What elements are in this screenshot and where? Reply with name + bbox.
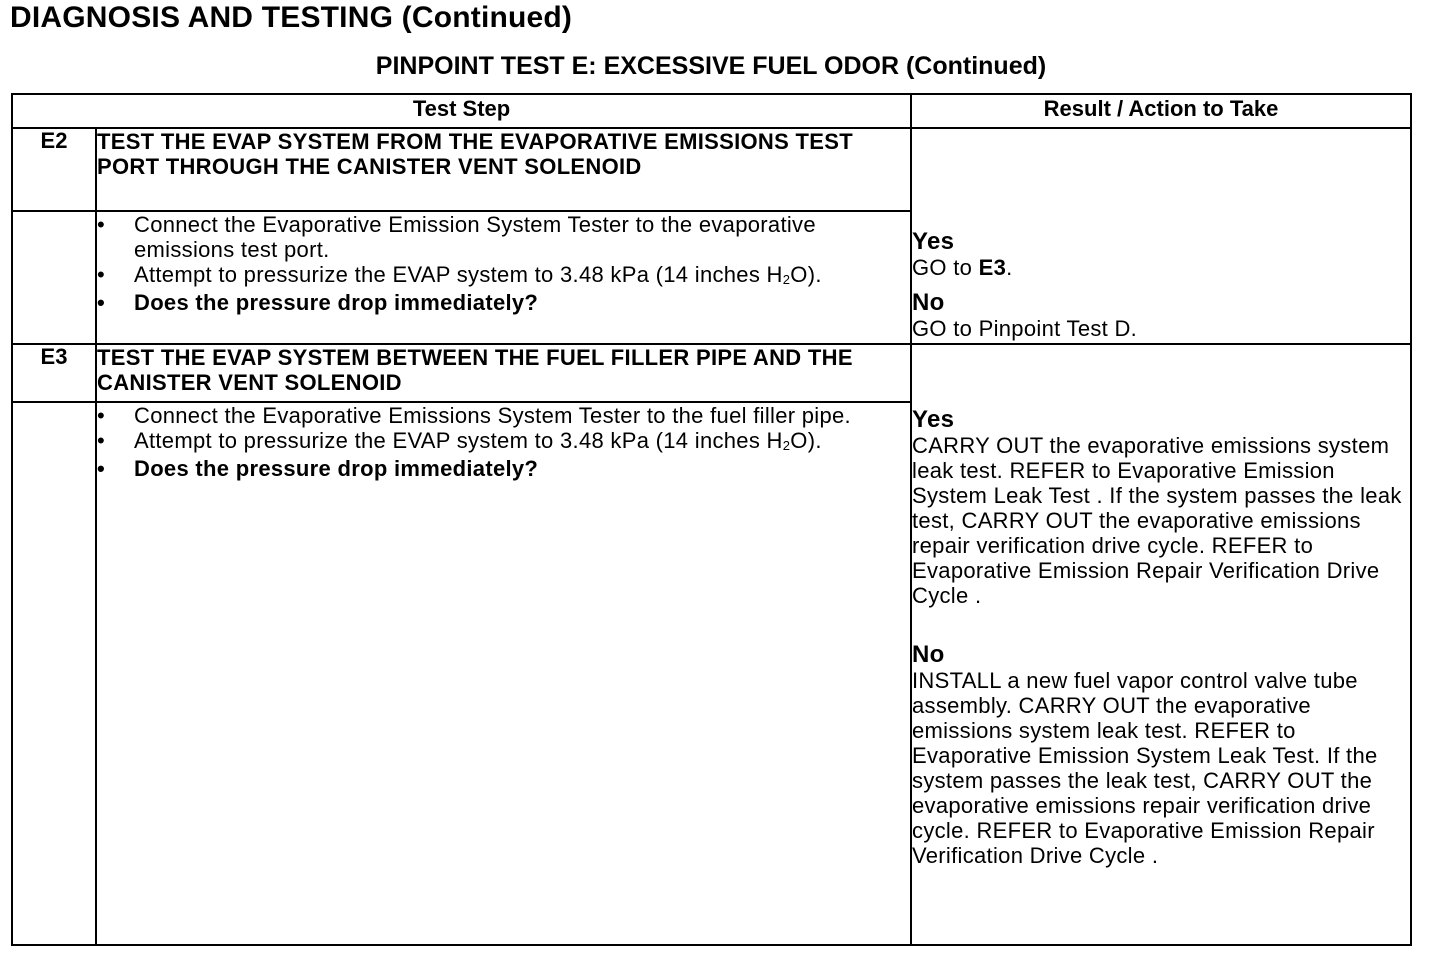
page-heading: DIAGNOSIS AND TESTING (Continued)	[10, 1, 573, 34]
no-label: No	[912, 289, 945, 316]
bullet-list	[97, 212, 910, 315]
list-item: • Attempt to pressurize the EVAP system to 3.48 kPa (14 inches $H_2O$).	[97, 428, 822, 453]
bullet-list	[97, 403, 910, 481]
step-id-e3: E3	[12, 344, 96, 402]
no-action: INSTALL a new fuel vapor control valve tube assembly. CARRY OUT the evaporative emissions system leak test. REFER to Evaporative Emission System Leak Test. If the system passes the leak test, CARRY OUT the evaporative emissions repair verification drive cycle. REFER to Evaporative Emission Repair Verification Drive Cycle .	[912, 668, 1378, 868]
list-item: • Does the pressure drop immediately?	[97, 290, 539, 315]
list-item: • Connect the Evaporative Emission System Tester to the evaporative emissions test port.	[97, 212, 816, 262]
header-test-step: Test Step	[12, 94, 911, 128]
bullet-icon: •	[97, 262, 106, 287]
step-id-e2: E2	[12, 128, 96, 211]
bullet-icon: •	[97, 212, 106, 237]
bullet-icon: •	[97, 428, 106, 453]
list-item: • Does the pressure drop immediately?	[97, 456, 539, 481]
result-e3	[911, 344, 1411, 945]
pinpoint-test-table	[11, 93, 1412, 946]
yes-label: Yes	[912, 228, 955, 255]
yes-action: GO to E3.	[912, 255, 1013, 280]
step-link-e3[interactable]: E3	[978, 255, 1007, 280]
step-id-empty	[12, 211, 96, 344]
list-item: • Attempt to pressurize the EVAP system to 3.48 kPa (14 inches $H_2O$).	[97, 262, 822, 287]
bullet-icon: •	[97, 456, 106, 481]
yes-action: CARRY OUT the evaporative emissions system leak test. REFER to Evaporative Emission System Leak Test . If the system passes the leak test, CARRY OUT the evaporative emissions repair verification drive cycle. REFER to Evaporative Emission Repair Verification Drive Cycle .	[912, 433, 1402, 608]
yes-label: Yes	[912, 406, 955, 433]
table-title: PINPOINT TEST E: EXCESSIVE FUEL ODOR (Continued)	[375, 52, 1047, 80]
step-body-e2	[96, 211, 911, 344]
table-row	[12, 128, 1411, 211]
list-item: • Connect the Evaporative Emissions System Tester to the fuel filler pipe.	[97, 403, 851, 428]
table-row	[12, 344, 1411, 402]
no-label: No	[912, 641, 945, 668]
no-action: GO to Pinpoint Test D.	[912, 316, 1138, 341]
bullet-icon: •	[97, 290, 106, 315]
header-result-action: Result / Action to Take	[911, 94, 1411, 128]
step-title-e3: TEST THE EVAP SYSTEM BETWEEN THE FUEL FILLER PIPE AND THE CANISTER VENT SOLENOID	[96, 344, 911, 402]
step-id-empty	[12, 402, 96, 945]
step-body-e3	[96, 402, 911, 945]
step-title-e2: TEST THE EVAP SYSTEM FROM THE EVAPORATIVE EMISSIONS TEST PORT THROUGH THE CANISTER VENT SOLENOID	[96, 128, 911, 211]
table-header-row	[12, 94, 1411, 128]
bullet-icon: •	[97, 403, 106, 428]
result-e2	[911, 128, 1411, 344]
